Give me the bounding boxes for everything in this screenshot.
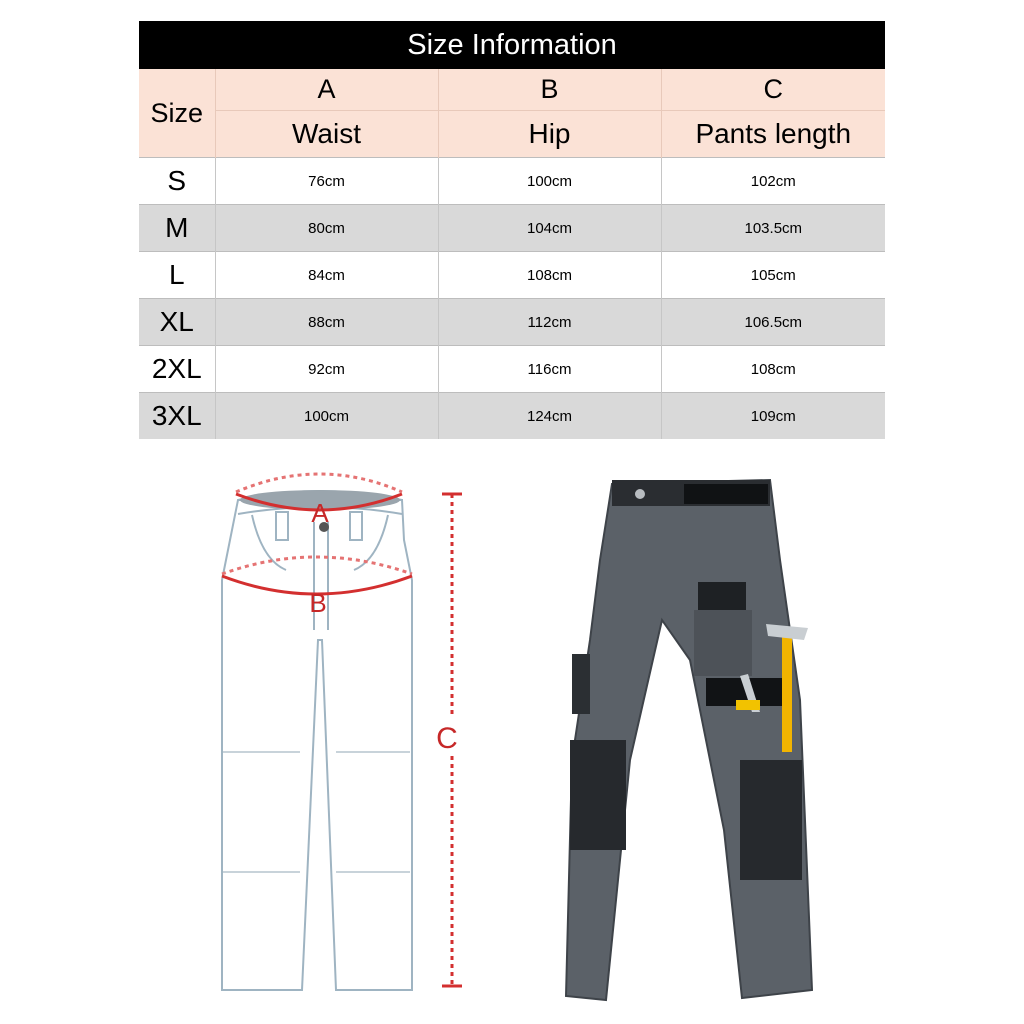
length-value: 105cm [661, 252, 885, 299]
column-name-waist: Waist [215, 111, 438, 158]
length-value: 103.5cm [661, 205, 885, 252]
table-title: Size Information [139, 21, 885, 69]
hip-value: 100cm [438, 158, 661, 205]
hip-value: 112cm [438, 299, 661, 346]
column-letter-c: C [661, 69, 885, 111]
table-row [139, 252, 885, 299]
length-value: 102cm [661, 158, 885, 205]
measurement-diagram [0, 450, 1024, 1024]
size-label: M [139, 205, 215, 252]
label-c: C [436, 722, 458, 755]
waist-value: 92cm [215, 346, 438, 393]
waist-value: 88cm [215, 299, 438, 346]
column-letter-a: A [215, 69, 438, 111]
size-column-header: Size [139, 69, 215, 158]
hip-value: 104cm [438, 205, 661, 252]
size-label: L [139, 252, 215, 299]
table-row [139, 346, 885, 393]
length-value: 108cm [661, 346, 885, 393]
waist-value: 80cm [215, 205, 438, 252]
hip-value: 108cm [438, 252, 661, 299]
label-a: A [311, 498, 329, 528]
table-row [139, 158, 885, 205]
length-value: 106.5cm [661, 299, 885, 346]
size-label: 3XL [139, 393, 215, 440]
column-name-pants-length: Pants length [661, 111, 885, 158]
size-information-table [139, 21, 885, 439]
hip-value: 116cm [438, 346, 661, 393]
size-label: XL [139, 299, 215, 346]
waist-value: 76cm [215, 158, 438, 205]
work-pants-photo [566, 480, 812, 1000]
column-letter-b: B [438, 69, 661, 111]
table-row [139, 205, 885, 252]
length-value: 109cm [661, 393, 885, 440]
size-label: S [139, 158, 215, 205]
column-name-hip: Hip [438, 111, 661, 158]
size-label: 2XL [139, 346, 215, 393]
hip-value: 124cm [438, 393, 661, 440]
waist-value: 84cm [215, 252, 438, 299]
table-row [139, 299, 885, 346]
pants-outline-sketch [222, 491, 412, 990]
label-b: B [309, 588, 327, 618]
waist-value: 100cm [215, 393, 438, 440]
table-row [139, 393, 885, 440]
